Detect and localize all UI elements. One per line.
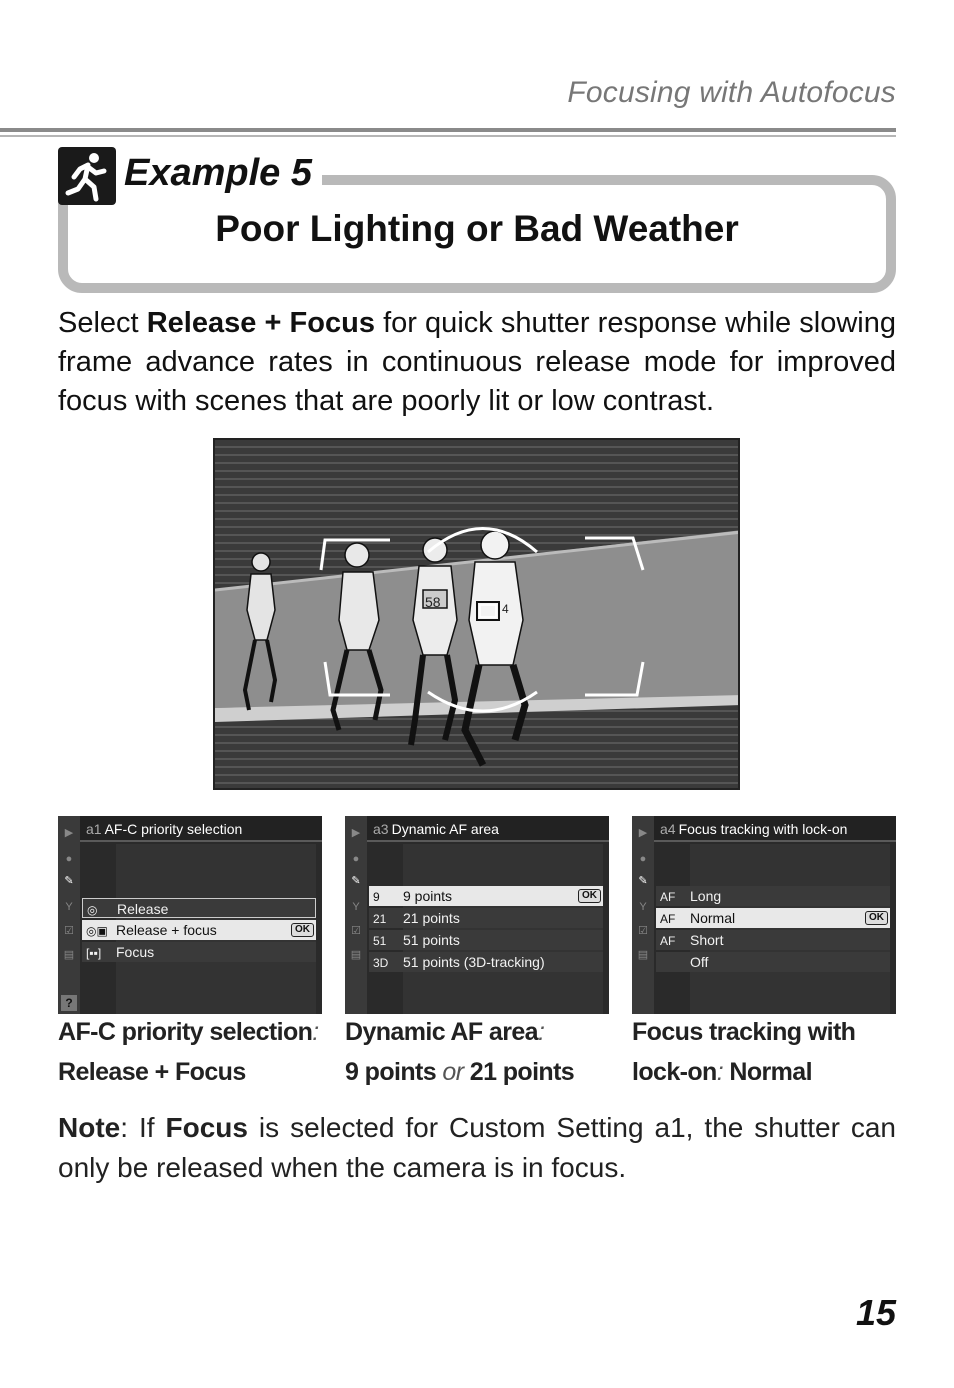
bib-number-partial: 4 <box>502 602 509 616</box>
menu-screen-a4 <box>632 816 896 1014</box>
menu-sidebar <box>58 816 80 1014</box>
af-area-icon: 3D <box>373 956 389 970</box>
menu-item-3d-tracking[interactable]: 3D 51 points (3D-tracking) <box>369 952 603 972</box>
wrench-icon: Y <box>352 901 360 913</box>
my-menu-icon: ▤ <box>63 949 75 961</box>
example-label: Example 5 <box>116 152 322 195</box>
wrench-icon: Y <box>639 901 647 913</box>
menu-item-normal[interactable]: AF Normal OK <box>656 908 890 928</box>
focus-icon: [▪▪] <box>86 946 102 960</box>
af-tracking-icon: AF <box>660 934 676 948</box>
intro-text-1: Select <box>58 307 147 339</box>
menu-panel <box>690 844 890 1014</box>
page-number: 15 <box>855 1292 896 1333</box>
menu-item-short[interactable]: AF Short <box>656 930 890 950</box>
retouch-icon: ☑ <box>638 925 648 937</box>
bib-number: 58 <box>425 594 441 610</box>
header-rule <box>0 128 896 132</box>
menu-panel <box>403 844 603 1014</box>
menu-screen-a1 <box>58 816 322 1014</box>
viewfinder-illustration <box>213 438 740 790</box>
intro-paragraph <box>58 304 896 421</box>
runner-icon <box>58 147 116 205</box>
pencil-icon: ✎ <box>638 875 648 887</box>
menu-item-release-focus[interactable]: ◎▣ Release + focus OK <box>82 920 316 940</box>
ok-icon: OK <box>291 923 314 937</box>
header-rule-thin <box>0 135 896 137</box>
menu-item-focus[interactable]: [▪▪] Focus <box>82 942 316 962</box>
menu-title: a4 Focus tracking with lock-on <box>654 816 896 842</box>
ok-icon: OK <box>578 889 601 903</box>
menu-item-off[interactable]: Off <box>656 952 890 972</box>
af-tracking-icon: AF <box>660 890 676 904</box>
running-head: Focusing with Autofocus <box>567 76 896 109</box>
menu-item-51-points[interactable]: 51 51 points <box>369 930 603 950</box>
menu-sidebar <box>345 816 367 1014</box>
wrench-icon: Y <box>65 901 73 913</box>
pencil-icon: ✎ <box>351 875 361 887</box>
playback-icon: ▶ <box>64 827 74 839</box>
menu-item-21-points[interactable]: 21 21 points <box>369 908 603 928</box>
af-area-icon: 9 <box>373 890 380 904</box>
pencil-icon: ✎ <box>64 875 74 887</box>
menu-title: a1 AF-C priority selection <box>80 816 322 842</box>
release-icon: ◎ <box>87 903 98 917</box>
caption-a4: Focus tracking with lock-on: Normal <box>632 1018 856 1086</box>
my-menu-icon: ▤ <box>350 949 362 961</box>
camera-icon: ● <box>352 853 360 865</box>
example-title: Poor Lighting or Bad Weather <box>215 208 739 249</box>
intro-bold: Release + Focus <box>146 307 375 339</box>
menu-item-9-points[interactable]: 9 9 points OK <box>369 886 603 906</box>
camera-icon: ● <box>65 853 73 865</box>
note-label: Note <box>58 1112 121 1143</box>
retouch-icon: ☑ <box>351 925 361 937</box>
note-paragraph: Note: If Focus is selected for Custom Setting a1, the shutter can only be released when the camera is in focus. <box>58 1112 896 1183</box>
camera-icon: ● <box>639 853 647 865</box>
af-area-icon: 21 <box>373 912 387 926</box>
menu-item-long[interactable]: AF Long <box>656 886 890 906</box>
caption-a1: AF-C priority selection: Release + Focus <box>58 1018 319 1086</box>
note-bold: Focus <box>165 1112 248 1143</box>
playback-icon: ▶ <box>351 827 361 839</box>
my-menu-icon: ▤ <box>637 949 649 961</box>
retouch-icon: ☑ <box>64 925 74 937</box>
menu-sidebar <box>632 816 654 1014</box>
ok-icon: OK <box>865 911 888 925</box>
menu-title: a3 Dynamic AF area <box>367 816 609 842</box>
af-tracking-icon: AF <box>660 912 676 926</box>
caption-a3: Dynamic AF area: 9 points or 21 points <box>345 1018 575 1086</box>
intro-text-2: for quick shutter response while slowing frame advance rates in continuous release mode for improved focus with scenes that are poorly lit or low contrast. <box>58 307 897 417</box>
playback-icon: ▶ <box>638 827 648 839</box>
menu-screen-a3 <box>345 816 609 1014</box>
help-icon: ? <box>61 995 77 1011</box>
af-area-icon: 51 <box>373 934 387 948</box>
menu-item-release[interactable]: ◎ Release <box>82 898 316 918</box>
release-focus-icon: ◎▣ <box>86 924 108 938</box>
